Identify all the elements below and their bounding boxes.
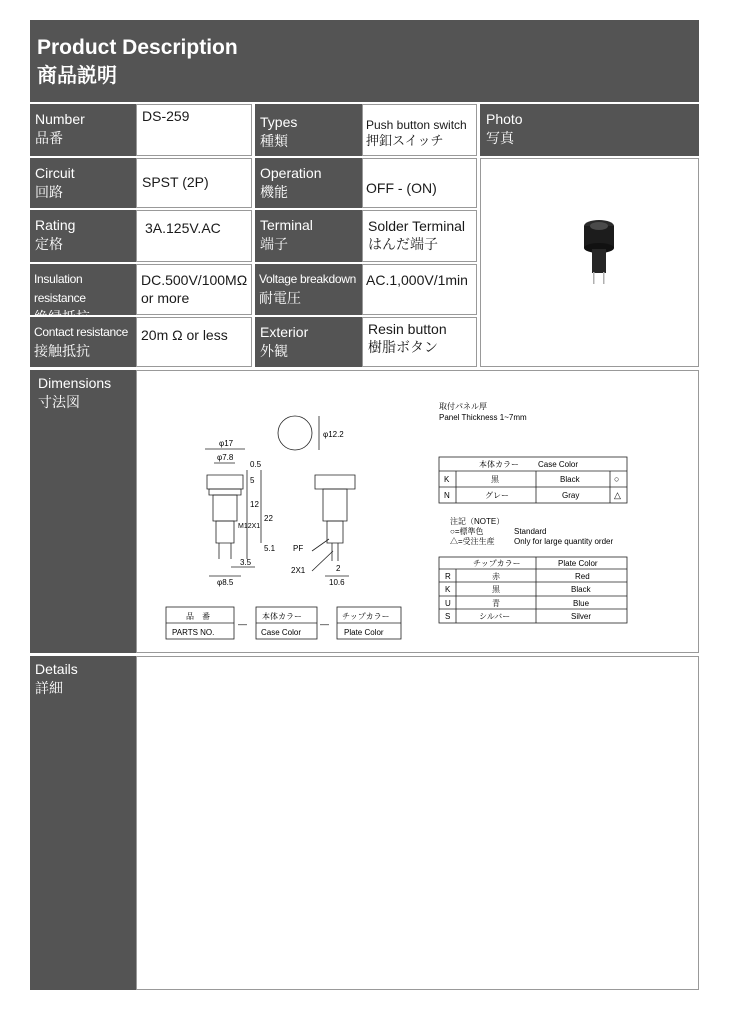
product-photo <box>481 159 698 366</box>
dim-10-6: 10.6 <box>329 578 345 587</box>
page-title-jp: 商品説明 <box>37 65 117 87</box>
case-color-jp: 本体カラー <box>262 612 302 621</box>
rating-label-en: Rating <box>35 217 76 233</box>
dim-3-5: 3.5 <box>240 558 252 567</box>
dim-phi8-5: φ8.5 <box>217 578 234 587</box>
terminal-label-jp: 端子 <box>260 236 288 252</box>
exterior-value <box>362 317 477 367</box>
contact-value-text: 20m Ω or less <box>141 327 228 343</box>
contact-value <box>136 317 252 367</box>
case-row-mark: △ <box>614 490 621 500</box>
note-line-en: Standard <box>514 527 547 536</box>
number-value-text: DS-259 <box>142 108 190 124</box>
circuit-label-en: Circuit <box>35 165 75 181</box>
case-row-code: K <box>444 475 450 484</box>
parts-no-jp: 品 番 <box>186 612 210 621</box>
case-table-header-en: Case Color <box>538 460 579 469</box>
panel-thickness-en: Panel Thickness 1~7mm <box>439 413 527 422</box>
plate-row-en: Black <box>571 585 591 594</box>
case-color-en: Case Color <box>261 628 302 637</box>
contact-label <box>30 317 136 367</box>
terminal-value-en: Solder Terminal <box>368 218 466 234</box>
contact-label-jp: 接触抵抗 <box>34 343 90 359</box>
photo-label-en: Photo <box>486 111 523 127</box>
operation-value <box>362 158 477 208</box>
plate-row-code: U <box>445 599 451 608</box>
panel-thickness-jp: 取付パネル厚 <box>439 402 487 411</box>
rating-label <box>30 210 136 262</box>
plate-row-en: Blue <box>573 599 590 608</box>
dim-5-1: 5.1 <box>264 544 276 553</box>
case-row-en: Gray <box>562 491 580 500</box>
terminal-value <box>362 210 477 262</box>
types-label-jp: 種類 <box>260 133 288 149</box>
types-label <box>255 104 362 156</box>
case-table-header-jp: 本体カラー <box>479 460 519 469</box>
insulation-value <box>136 264 252 315</box>
operation-label-jp: 機能 <box>260 184 288 200</box>
plate-row-en: Silver <box>571 612 592 621</box>
types-label-en: Types <box>260 114 298 130</box>
plate-row-jp: 黒 <box>492 585 500 594</box>
plate-color-en: Plate Color <box>344 628 384 637</box>
note-line-en: Only for large quantity order <box>514 537 614 546</box>
insulation-value-2: or more <box>141 290 190 306</box>
plate-row-code: S <box>445 612 451 621</box>
circuit-value-text: SPST (2P) <box>142 174 209 190</box>
dash-2: — <box>320 619 329 629</box>
plate-row-jp: シルバー <box>479 612 511 621</box>
exterior-value-jp: 樹脂ボタン <box>368 339 438 355</box>
exterior-label-jp: 外観 <box>260 343 288 359</box>
insulation-value-1: DC.500V/100MΩ <box>141 272 248 288</box>
details-label-jp: 詳細 <box>35 680 63 696</box>
voltage-label-jp: 耐電圧 <box>259 290 301 306</box>
case-row-code: N <box>444 491 450 500</box>
voltage-value-text: AC.1,000V/1min <box>366 272 468 288</box>
plate-row-en: Red <box>575 572 590 581</box>
page-title: Product Description <box>37 36 238 59</box>
circuit-value <box>136 158 252 208</box>
note-line-jp: ○=標準色 <box>450 527 484 536</box>
dim-12: 12 <box>250 500 259 509</box>
case-row-jp: グレー <box>485 491 509 500</box>
dim-phi7-8: φ7.8 <box>217 453 234 462</box>
dim-0-5: 0.5 <box>250 460 262 469</box>
voltage-label <box>255 264 362 315</box>
case-row-mark: ○ <box>614 474 620 484</box>
dim-pf: PF <box>293 544 304 553</box>
terminal-label-en: Terminal <box>260 217 313 233</box>
rating-value <box>136 210 252 262</box>
case-row-jp: 黒 <box>491 475 499 484</box>
dimensions-label-jp: 寸法図 <box>38 394 80 410</box>
terminal-label <box>255 210 362 262</box>
photo-frame <box>480 158 699 367</box>
note-title: 注記（NOTE） <box>450 517 505 526</box>
plate-color-jp: チップカラー <box>342 612 390 621</box>
dim-m12x1: M12X1 <box>238 523 261 530</box>
types-value-en: Push button switch <box>366 118 467 132</box>
plate-row-jp: 青 <box>492 599 500 608</box>
exterior-value-en: Resin button <box>368 321 447 337</box>
page-header <box>30 20 699 102</box>
dimension-drawing <box>137 371 698 652</box>
types-value-jp: 押釦スイッチ <box>366 133 444 148</box>
photo-label <box>480 104 699 156</box>
terminal-value-jp: はんだ端子 <box>368 236 438 252</box>
plate-table-header-en: Plate Color <box>558 559 598 568</box>
details-label-en: Details <box>35 661 78 677</box>
voltage-value <box>362 264 477 315</box>
dim-5: 5 <box>250 476 255 485</box>
dimensions-panel <box>136 370 699 653</box>
parts-no-en: PARTS NO. <box>172 628 215 637</box>
dim-2: 2 <box>336 564 341 573</box>
photo-label-jp: 写真 <box>486 130 514 146</box>
case-row-en: Black <box>560 475 580 484</box>
dim-22: 22 <box>264 514 273 523</box>
dimensions-label <box>30 370 136 653</box>
dash-1: — <box>238 619 247 629</box>
number-label-en: Number <box>35 111 85 127</box>
dim-phi12-2: φ12.2 <box>323 430 344 439</box>
rating-label-jp: 定格 <box>35 236 63 252</box>
types-value <box>362 104 477 156</box>
dim-phi17: φ17 <box>219 439 234 448</box>
operation-label <box>255 158 362 208</box>
dim-2x1: 2X1 <box>291 566 306 575</box>
number-label-jp: 品番 <box>35 130 63 146</box>
voltage-label-en: Voltage breakdown <box>259 272 356 286</box>
insulation-label-en: Insulation resistance <box>34 272 86 305</box>
details-label <box>30 656 136 990</box>
insulation-label <box>30 264 136 315</box>
exterior-label-en: Exterior <box>260 324 309 340</box>
details-panel <box>136 656 699 990</box>
note-line-jp: △=受注生産 <box>450 537 495 546</box>
exterior-label <box>255 317 362 367</box>
dimensions-label-en: Dimensions <box>38 375 112 391</box>
plate-table-header-jp: チップカラー <box>473 559 521 568</box>
plate-row-code: K <box>445 585 451 594</box>
operation-label-en: Operation <box>260 165 322 181</box>
plate-row-code: R <box>445 572 451 581</box>
contact-label-en: Contact resistance <box>34 325 128 339</box>
rating-value-text: 3A.125V.AC <box>145 220 221 236</box>
number-label <box>30 104 136 156</box>
number-value <box>136 104 252 156</box>
circuit-label-jp: 回路 <box>35 184 63 200</box>
circuit-label <box>30 158 136 208</box>
operation-value-text: OFF - (ON) <box>366 180 437 196</box>
plate-row-jp: 赤 <box>492 572 500 581</box>
